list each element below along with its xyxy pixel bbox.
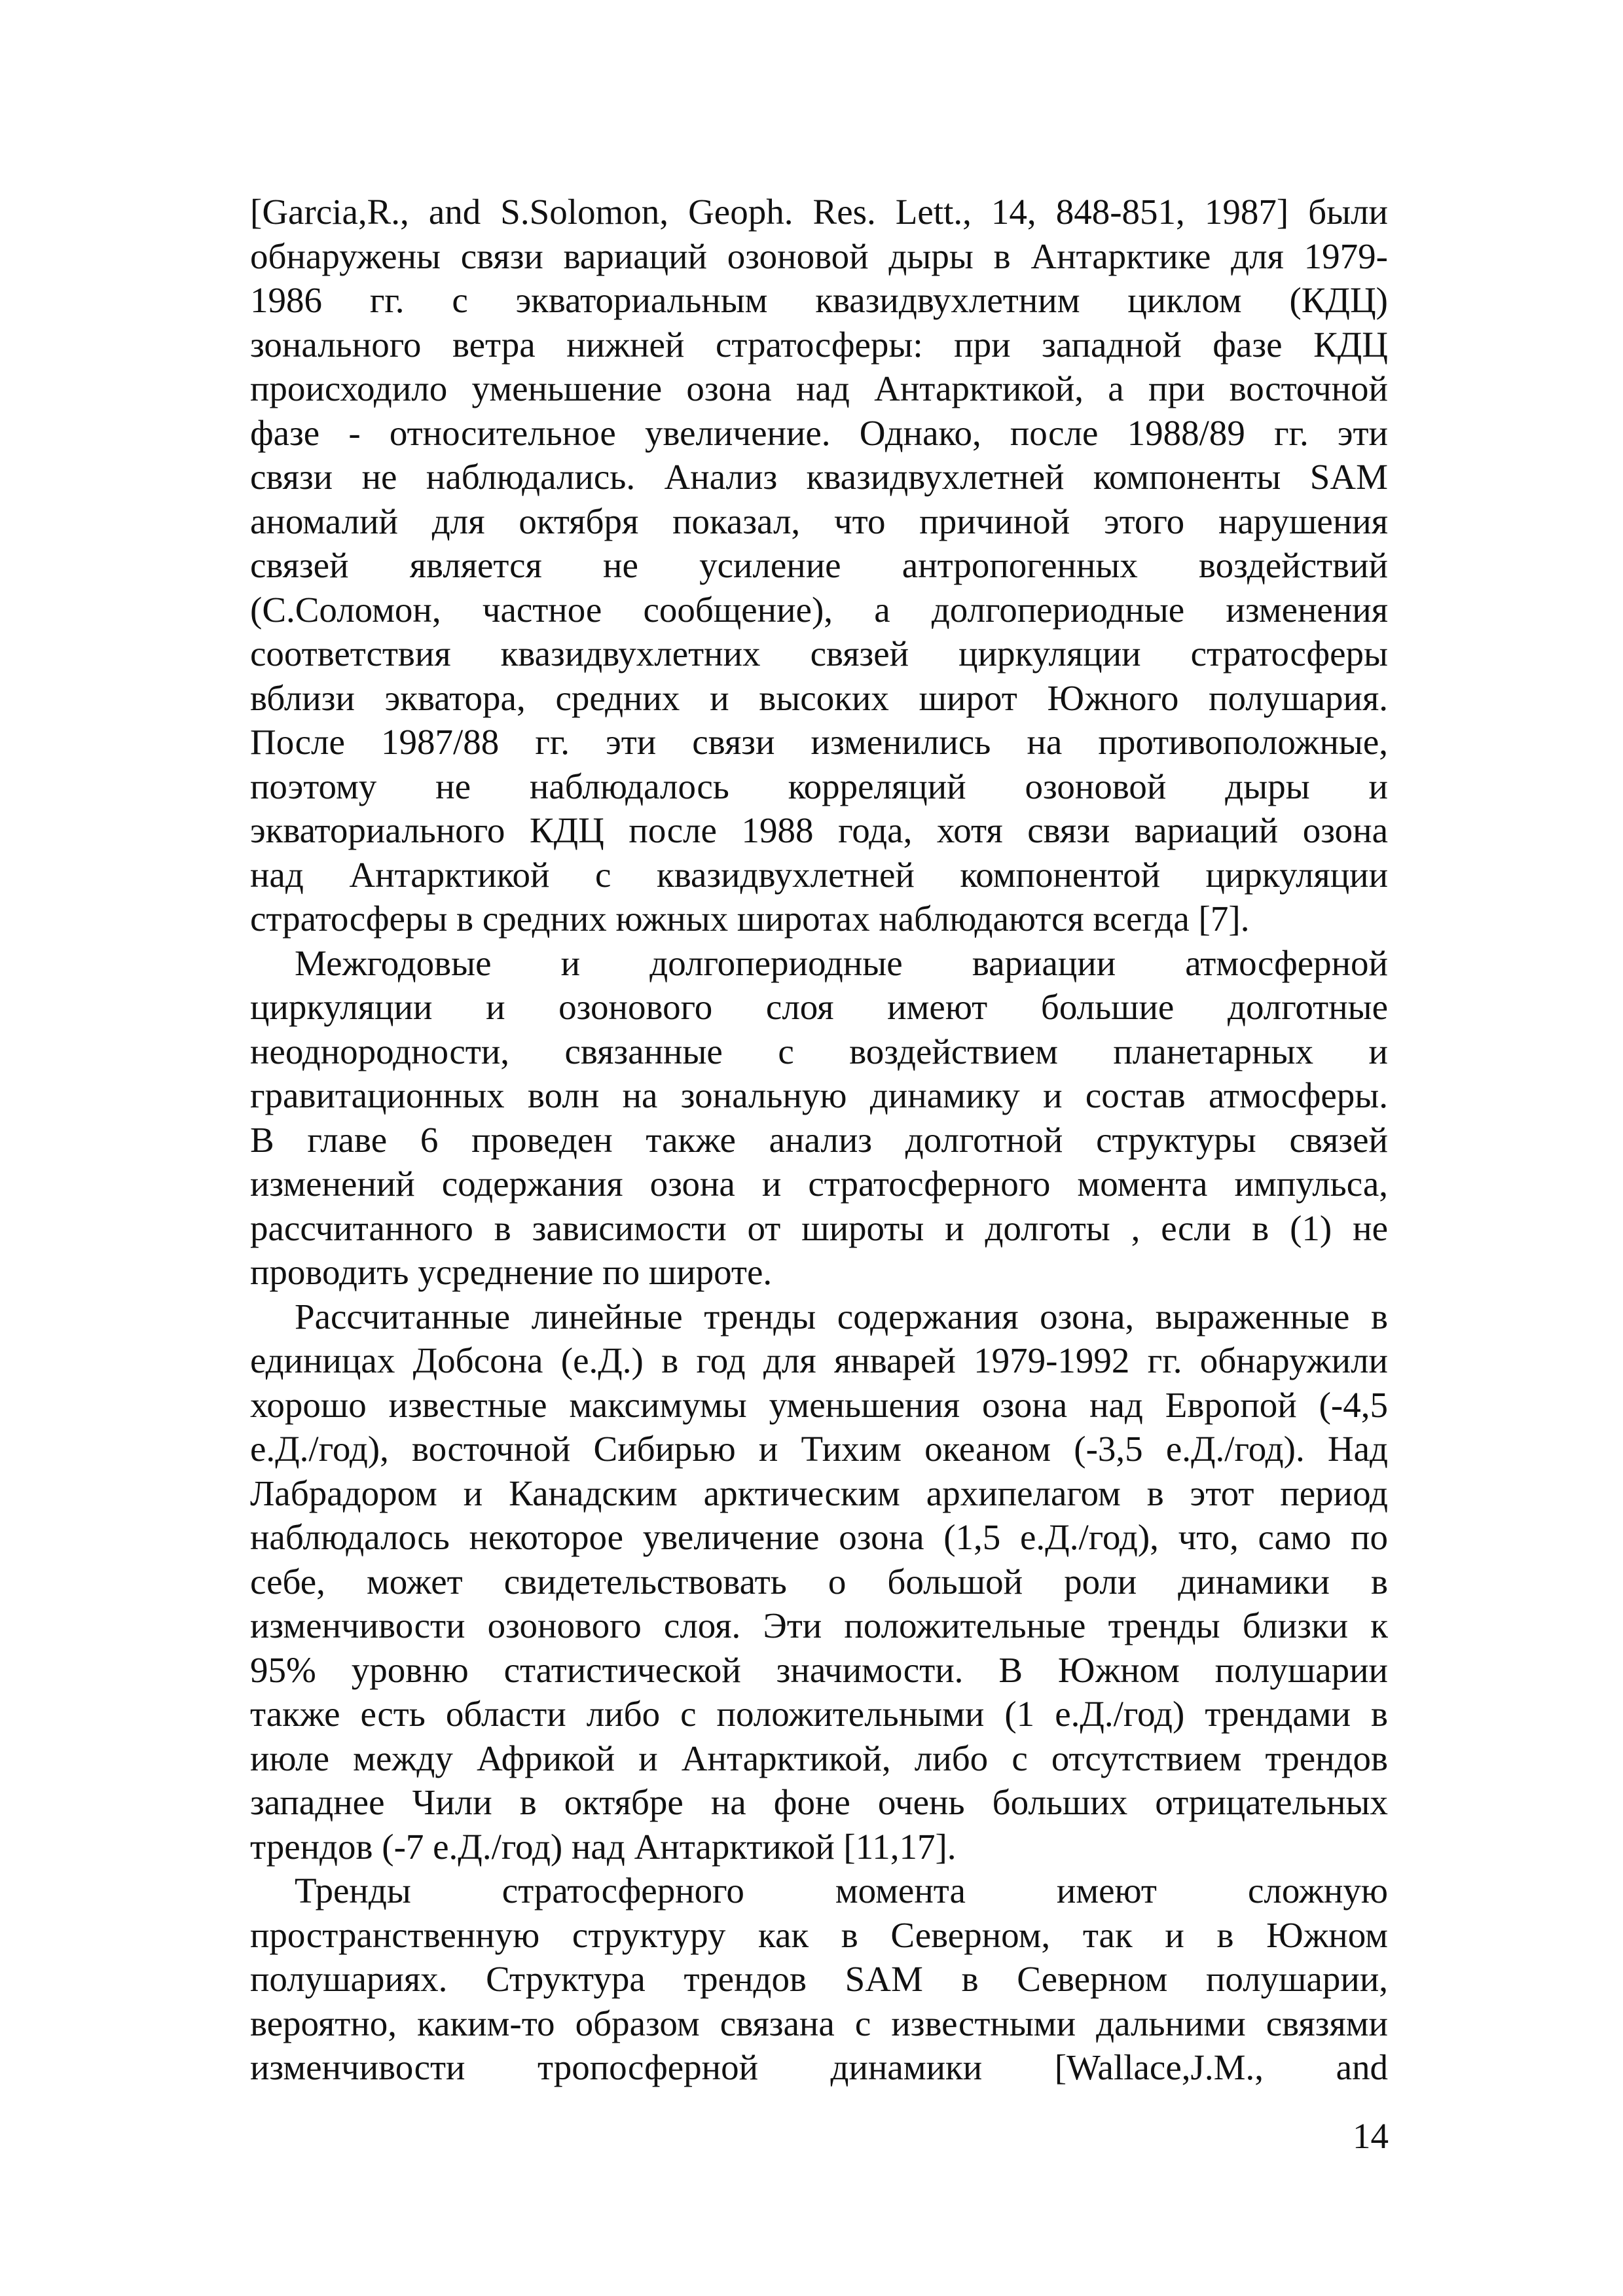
text-line: гравитационных волн на зональную динамику и состав атмосферы.	[250, 1075, 1388, 1115]
text-line: связей является не усиление антропогенных воздействий	[250, 545, 1388, 585]
text-line: полушариях. Структура трендов SAM в Северном полушарии,	[250, 1959, 1388, 1999]
text-line: Лабрадором и Канадским арктическим архипелагом в этот период	[250, 1473, 1388, 1513]
text-line: 1986 гг. с экваториальным квазидвухлетним циклом (КДЦ)	[250, 280, 1388, 320]
text-line: Межгодовые и долгопериодные вариации атмосферной	[295, 942, 1388, 983]
text-line: наблюдалось некоторое увеличение озона (1,5 е.Д./год), что, само по	[250, 1517, 1388, 1557]
text-line: зонального ветра нижней стратосферы: при западной фазе КДЦ	[250, 324, 1388, 365]
text-line: 95% уровню статистической значимости. В Южном полушарии	[250, 1649, 1388, 1690]
text-line: поэтому не наблюдалось корреляций озоновой дыры и	[250, 766, 1388, 806]
text-line: рассчитанного в зависимости от широты и долготы , если в (1) не	[250, 1208, 1388, 1248]
text-line: трендов (-7 е.Д./год) над Антарктикой [11,17].	[250, 1826, 957, 1867]
text-line: себе, может свидетельствовать о большой роли динамики в	[250, 1561, 1388, 1602]
text-line: [Garcia,R., and S.Solomon, Geoph. Res. Lett., 14, 848-851, 1987] были	[250, 192, 1388, 232]
text-line: изменчивости озонового слоя. Эти положительные тренды близки к	[250, 1605, 1388, 1645]
text-line: В главе 6 проведен также анализ долготной структуры связей	[250, 1119, 1388, 1160]
text-line: Тренды стратосферного момента имеют сложную	[295, 1871, 1388, 1910]
text-line: экваториального КДЦ после 1988 года, хотя связи вариаций озона	[250, 810, 1388, 850]
page-number: 14	[1353, 2116, 1389, 2156]
text-line: (С.Соломон, частное сообщение), а долгопериодные изменения	[250, 589, 1388, 630]
text-line: После 1987/88 гг. эти связи изменились на противоположные,	[250, 722, 1388, 762]
text-line: проводить усреднение по широте.	[250, 1252, 773, 1292]
text-line: изменений содержания озона и стратосферного момента импульса,	[250, 1164, 1388, 1204]
text-line: происходило уменьшение озона над Антарктикой, а при восточной	[250, 368, 1388, 408]
text-line: также есть области либо с положительными (1 е.Д./год) трендами в	[250, 1694, 1388, 1734]
text-line: вероятно, каким-то образом связана с известными дальними связями	[250, 2003, 1388, 2043]
text-line: Рассчитанные линейные тренды содержания озона, выраженные в	[295, 1296, 1388, 1336]
text-line: аномалий для октября показал, что причиной этого нарушения	[250, 501, 1388, 541]
text-line: связи не наблюдались. Анализ квазидвухлетней компоненты SAM	[250, 457, 1388, 497]
text-line: соответствия квазидвухлетних связей циркуляции стратосферы	[250, 634, 1388, 673]
text-line: хорошо известные максимумы уменьшения озона над Европой (-4,5	[250, 1384, 1388, 1425]
text-line: изменчивости тропосферной динамики [Wallace,J.M., and	[250, 2047, 1388, 2087]
text-line: циркуляции и озонового слоя имеют большие долготные	[250, 987, 1388, 1027]
text-line: единицах Добсона (е.Д.) в год для январей 1979-1992 гг. обнаружили	[250, 1340, 1388, 1380]
text-line: неоднородности, связанные с воздействием планетарных и	[250, 1031, 1388, 1071]
text-line: вблизи экватора, средних и высоких широт Южного полушария.	[250, 677, 1388, 718]
text-line: фазе - относительное увеличение. Однако, после 1988/89 гг. эти	[250, 412, 1388, 453]
text-line: западнее Чили в октябре на фоне очень больших отрицательных	[250, 1782, 1388, 1822]
body-text	[250, 190, 1388, 2090]
text-line: над Антарктикой с квазидвухлетней компонентой циркуляции	[250, 854, 1388, 895]
text-line: стратосферы в средних южных широтах наблюдаются всегда [7].	[250, 899, 1250, 939]
text-line: е.Д./год), восточной Сибирью и Тихим океаном (-3,5 е.Д./год). Над	[250, 1429, 1388, 1469]
text-line: пространственную структуру как в Северном, так и в Южном	[250, 1914, 1388, 1955]
text-line: обнаружены связи вариаций озоновой дыры в Антарктике для 1979-	[250, 236, 1388, 276]
text-line: июле между Африкой и Антарктикой, либо с отсутствием трендов	[250, 1738, 1388, 1778]
